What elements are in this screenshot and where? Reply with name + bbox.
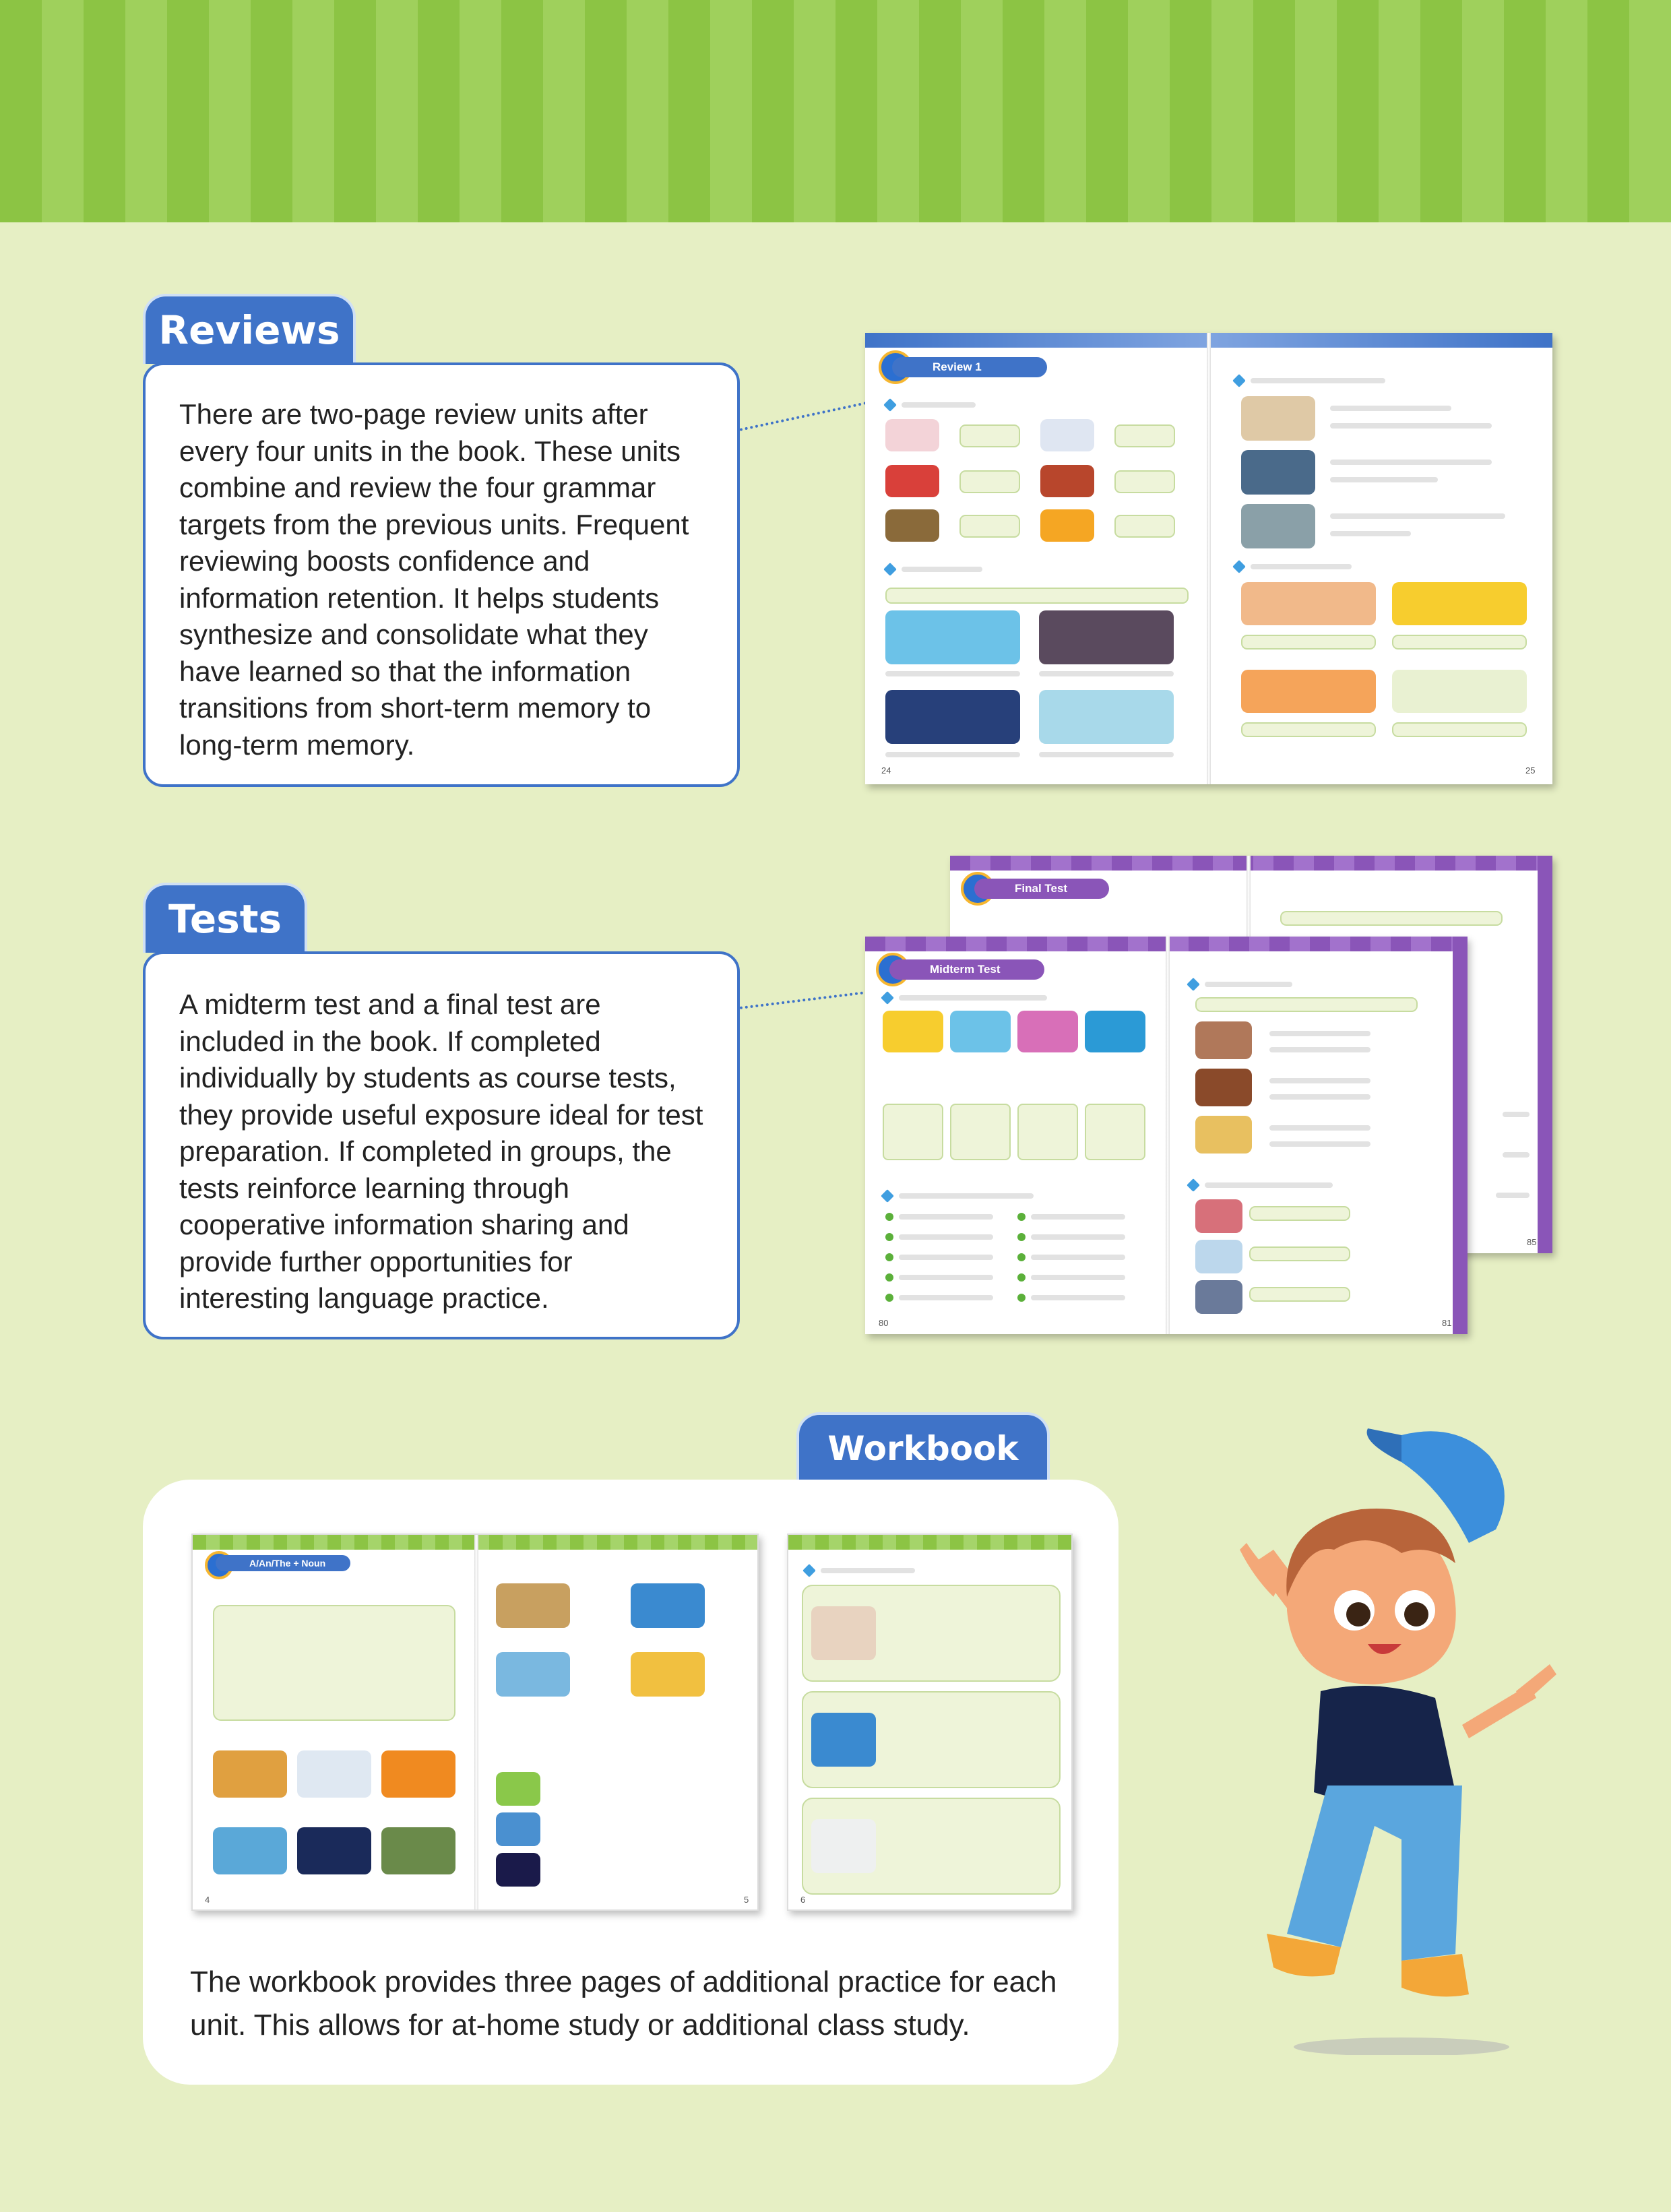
answer-line bbox=[1031, 1255, 1125, 1260]
answer-line bbox=[899, 1295, 993, 1300]
exercise-star-icon bbox=[883, 563, 897, 576]
jumping-boy-illustration bbox=[1199, 1408, 1590, 2055]
midterm-test-badge-label: Midterm Test bbox=[930, 963, 1001, 976]
thumbnail-image bbox=[885, 465, 939, 497]
thumbnail-image bbox=[297, 1750, 371, 1798]
exercise-star-icon bbox=[1187, 1178, 1200, 1192]
thumbnail-image bbox=[1392, 582, 1527, 625]
thumbnail-image bbox=[381, 1750, 455, 1798]
tests-connector bbox=[740, 990, 874, 1009]
answer-option bbox=[1114, 470, 1175, 493]
item-number bbox=[1017, 1233, 1026, 1241]
scramble-line bbox=[1249, 1246, 1350, 1261]
answer-line bbox=[1031, 1275, 1125, 1280]
reviews-tab: Reviews bbox=[143, 294, 356, 364]
reviews-sample-spread bbox=[865, 333, 1552, 784]
answer-option bbox=[959, 515, 1020, 538]
workbook-tab: Workbook bbox=[796, 1412, 1050, 1482]
final-test-badge bbox=[974, 879, 1109, 899]
thumbnail-image bbox=[297, 1827, 371, 1874]
answer-line bbox=[1269, 1047, 1370, 1052]
grammar-table bbox=[213, 1605, 455, 1721]
page-number: 5 bbox=[744, 1895, 749, 1905]
exercise-star-icon bbox=[881, 991, 894, 1005]
final-test-badge-label: Final Test bbox=[1015, 882, 1068, 895]
thumbnail-image bbox=[885, 419, 939, 451]
answer-option bbox=[1114, 515, 1175, 538]
thumbnail-image bbox=[1195, 1116, 1252, 1154]
exercise-heading bbox=[821, 1568, 915, 1573]
item-number bbox=[1017, 1294, 1026, 1302]
answer-line bbox=[899, 1275, 993, 1280]
review-badge bbox=[892, 357, 1047, 377]
thumbnail-image bbox=[883, 1011, 943, 1052]
choice-box bbox=[1085, 1104, 1145, 1160]
page-number: 85 bbox=[1527, 1237, 1537, 1247]
answer-line bbox=[899, 1255, 993, 1260]
page-number: 80 bbox=[879, 1318, 889, 1328]
exercise-star-icon bbox=[881, 1189, 894, 1203]
thumbnail-image bbox=[213, 1827, 287, 1874]
workbook-badge bbox=[216, 1555, 350, 1571]
thumbnail-image bbox=[1040, 419, 1094, 451]
answer-line bbox=[1269, 1141, 1370, 1147]
thumbnail-image bbox=[885, 509, 939, 542]
word-bank bbox=[885, 588, 1189, 604]
thumbnail-image bbox=[213, 1750, 287, 1798]
exercise-star-icon bbox=[883, 398, 897, 412]
reviews-description: There are two-page review units after every four units in the book. These units combine and review the four grammar targets from the previous units. Frequent reviewing boosts confidence and information retention. It helps students synthesize and consolidate what they have learned so that the information transitions from short-term memory to long-term memory. bbox=[179, 398, 689, 761]
tests-tab: Tests bbox=[143, 883, 307, 953]
thumbnail-image bbox=[1195, 1069, 1252, 1106]
review-gutter bbox=[1207, 333, 1211, 784]
item-number bbox=[1017, 1273, 1026, 1282]
workbook-sample-spread bbox=[191, 1534, 759, 1911]
exercise-heading bbox=[899, 1193, 1034, 1199]
answer-line bbox=[1031, 1234, 1125, 1240]
workbook-description: The workbook provides three pages of additional practice for each unit. This allows for at-home study or additional class study. bbox=[190, 1965, 1057, 2042]
reviews-connector bbox=[740, 400, 872, 431]
exercise-star-icon bbox=[1187, 978, 1200, 991]
thumbnail-image bbox=[1195, 1240, 1242, 1273]
thumbnail-image bbox=[1241, 504, 1315, 548]
thumbnail-image bbox=[1040, 465, 1094, 497]
review-badge-label: Review 1 bbox=[933, 360, 982, 373]
answer-line bbox=[899, 1234, 993, 1240]
thumbnail-image bbox=[1241, 582, 1376, 625]
sentence-line bbox=[1330, 477, 1438, 482]
answer-line bbox=[1269, 1078, 1370, 1083]
answer-line bbox=[1269, 1094, 1370, 1100]
exercise-star-icon bbox=[802, 1564, 816, 1577]
midterm-test-edge bbox=[1453, 937, 1468, 1334]
thumbnail-image bbox=[811, 1713, 876, 1767]
item-number bbox=[885, 1233, 893, 1241]
final-test-band bbox=[950, 856, 1552, 871]
item-number bbox=[885, 1273, 893, 1282]
thumbnail-image bbox=[1241, 396, 1315, 441]
sentence-line bbox=[885, 752, 1020, 757]
reviews-description-box bbox=[143, 362, 740, 787]
exercise-heading bbox=[899, 995, 1047, 1001]
page-number: 6 bbox=[800, 1895, 806, 1905]
thumbnail-image bbox=[1085, 1011, 1145, 1052]
item-number bbox=[885, 1294, 893, 1302]
answer-line bbox=[1269, 1031, 1370, 1036]
page-number: 25 bbox=[1525, 765, 1536, 776]
shadow bbox=[1294, 2037, 1509, 2055]
thumbnail-image bbox=[1241, 670, 1376, 713]
final-test-edge bbox=[1538, 856, 1552, 1253]
sentence-line bbox=[1039, 752, 1174, 757]
page-number: 4 bbox=[205, 1895, 210, 1905]
exercise-heading bbox=[1251, 378, 1385, 383]
thumbnail-image bbox=[1040, 509, 1094, 542]
thumbnail-image bbox=[631, 1652, 705, 1697]
sentence-line bbox=[1330, 460, 1492, 465]
thumbnail-image bbox=[1017, 1011, 1078, 1052]
exercise-heading bbox=[1251, 564, 1352, 569]
thumbnail-image bbox=[1039, 610, 1174, 664]
scramble-line bbox=[1249, 1206, 1350, 1221]
exercise-star-icon bbox=[1232, 560, 1246, 573]
item-number bbox=[1017, 1213, 1026, 1221]
page-number: 24 bbox=[881, 765, 891, 776]
workbook-gutter bbox=[474, 1535, 478, 1909]
answer-line bbox=[1496, 1193, 1530, 1198]
thumbnail-image bbox=[1195, 1199, 1242, 1233]
thumbnail-image bbox=[1039, 690, 1174, 744]
choice-box bbox=[1017, 1104, 1078, 1160]
answer-option bbox=[959, 470, 1020, 493]
scramble-line bbox=[1392, 722, 1527, 737]
thumbnail-image bbox=[811, 1606, 876, 1660]
choice-box bbox=[950, 1104, 1011, 1160]
sentence-line bbox=[1330, 423, 1492, 429]
scramble-line bbox=[1392, 635, 1527, 650]
header-stripes bbox=[0, 0, 1671, 222]
thumbnail-image bbox=[631, 1583, 705, 1628]
workbook-single-page bbox=[787, 1534, 1073, 1911]
choice-box bbox=[883, 1104, 943, 1160]
thumbnail-image bbox=[950, 1011, 1011, 1052]
workbook-badge-label: A/An/The + Noun bbox=[249, 1558, 326, 1569]
sentence-line bbox=[885, 671, 1020, 676]
thumbnail-image bbox=[1195, 1280, 1242, 1314]
tests-description-box bbox=[143, 951, 740, 1339]
word-bank bbox=[1280, 911, 1503, 926]
thumbnail-image bbox=[1241, 450, 1315, 495]
thumbnail-image bbox=[496, 1652, 570, 1697]
answer-option bbox=[959, 424, 1020, 447]
thumbnail-image bbox=[496, 1853, 540, 1887]
sentence-line bbox=[1330, 531, 1411, 536]
item-number bbox=[885, 1253, 893, 1261]
exercise-heading bbox=[1205, 982, 1292, 987]
sentence-line bbox=[1039, 671, 1174, 676]
exercise-heading bbox=[902, 402, 976, 408]
thumbnail-image bbox=[496, 1812, 540, 1846]
thumbnail-image bbox=[496, 1583, 570, 1628]
scramble-line bbox=[1249, 1287, 1350, 1302]
midterm-test-gutter bbox=[1166, 937, 1170, 1334]
thumbnail-image bbox=[885, 690, 1020, 744]
scramble-line bbox=[1241, 635, 1376, 650]
thumbnail-image bbox=[1392, 670, 1527, 713]
exercise-heading bbox=[902, 567, 982, 572]
answer-line bbox=[1503, 1112, 1530, 1117]
thumbnail-image bbox=[1195, 1021, 1252, 1059]
answer-line bbox=[899, 1214, 993, 1220]
sentence-line bbox=[1330, 406, 1451, 411]
word-bank bbox=[1195, 997, 1418, 1012]
tests-description: A midterm test and a final test are included in the book. If completed individually by students as course tests, they provide useful exposure ideal for test preparation. If completed in groups, the tests reinforce learning through cooperative information sharing and provide further opportunities for interesting language practice. bbox=[179, 988, 703, 1314]
item-number bbox=[1017, 1253, 1026, 1261]
answer-line bbox=[1269, 1125, 1370, 1131]
thumbnail-image bbox=[811, 1819, 876, 1873]
answer-line bbox=[1503, 1152, 1530, 1158]
thumbnail-image bbox=[885, 610, 1020, 664]
midterm-test-badge bbox=[889, 959, 1044, 980]
page-number: 81 bbox=[1442, 1318, 1452, 1328]
item-number bbox=[885, 1213, 893, 1221]
scramble-line bbox=[1241, 722, 1376, 737]
answer-line bbox=[1031, 1214, 1125, 1220]
answer-option bbox=[1114, 424, 1175, 447]
midterm-test-spread bbox=[865, 937, 1468, 1334]
thumbnail-image bbox=[496, 1772, 540, 1806]
exercise-star-icon bbox=[1232, 374, 1246, 387]
exercise-heading bbox=[1205, 1182, 1333, 1188]
thumbnail-image bbox=[381, 1827, 455, 1874]
sentence-line bbox=[1330, 513, 1505, 519]
workbook-single-band bbox=[788, 1535, 1071, 1550]
answer-line bbox=[1031, 1295, 1125, 1300]
